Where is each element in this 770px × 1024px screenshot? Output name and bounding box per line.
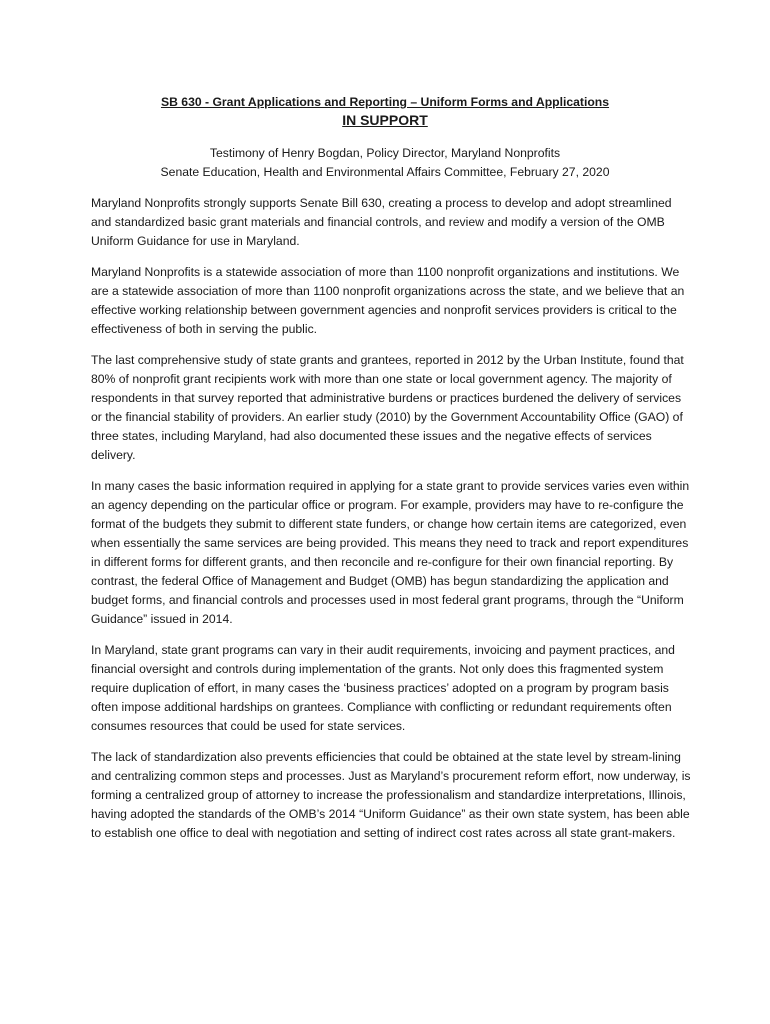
paragraph: The lack of standardization also prevents efficiencies that could be obtained at the state level by stream-lining and centralizing common steps and processes. Just as Maryland’s procurement reform effort, now underway, is forming a centralized group of attorney to increase the professionalism and standardize interpretations, Illinois, having adopted the standards of the OMB’s 2014 “Uniform Guidance” as their own state system, has been able to establish one office to deal with negotiation and setting of indirect cost rates across all state grant-makers.	[91, 750, 691, 840]
document-title: SB 630 - Grant Applications and Reporting – Uniform Forms and Applications	[160, 95, 610, 109]
position-heading: IN SUPPORT	[342, 112, 428, 128]
paragraph: Maryland Nonprofits is a statewide association of more than 1100 nonprofit organizations and institutions. We are a statewide association of more than 1100 nonprofit organizations across the state, and we believe that an effective working relationship between government agencies and nonprofit services providers is critical to the effectiveness of both in serving the public.	[91, 265, 685, 336]
paragraph: The last comprehensive study of state grants and grantees, reported in 2012 by the Urban Institute, found that 80% of nonprofit grant recipients work with more than one state or local government agency. The majority of respondents in that survey reported that administrative burdens or practices burdened the delivery of services or the financial stability of providers. An earlier study (2010) by the Government Accountability Office (GAO) of three states, including Maryland, had also documented these issues and the negative effects of services delivery.	[91, 353, 684, 462]
paragraph: Maryland Nonprofits strongly supports Senate Bill 630, creating a process to develop and adopt streamlined and standardized basic grant materials and financial controls, and review and modify a version of the OMB Uniform Guidance for use in Maryland.	[91, 196, 672, 248]
document-body	[91, 194, 691, 855]
paragraph: In Maryland, state grant programs can vary in their audit requirements, invoicing and payment practices, and financial oversight and controls during implementation of the grants. Not only does this fragmented system require duplication of effort, in many cases the ‘business practices’ adopted on a program by program basis often impose additional hardships on grantees. Compliance with conflicting or redundant requirements often consumes resources that could be used for state services.	[91, 643, 675, 733]
byline-author: Testimony of Henry Bogdan, Policy Director, Maryland Nonprofits	[209, 146, 561, 160]
byline-committee: Senate Education, Health and Environmental Affairs Committee, February 27, 2020	[160, 165, 610, 179]
byline	[0, 144, 770, 182]
paragraph: In many cases the basic information required in applying for a state grant to provide services varies even within an agency depending on the particular office or program. For example, providers may have to re-configure the format of the budgets they submit to different state funders, or change how certain items are categorized, even when essentially the same services are being provided. This means they need to track and report expenditures in different forms for different grants, and then reconcile and re-configure for their own financial reporting. By contrast, the federal Office of Management and Budget (OMB) has begun standardizing the application and budget forms, and financial controls and processes used in most federal grant programs, through the “Uniform Guidance” issued in 2014.	[91, 479, 690, 626]
